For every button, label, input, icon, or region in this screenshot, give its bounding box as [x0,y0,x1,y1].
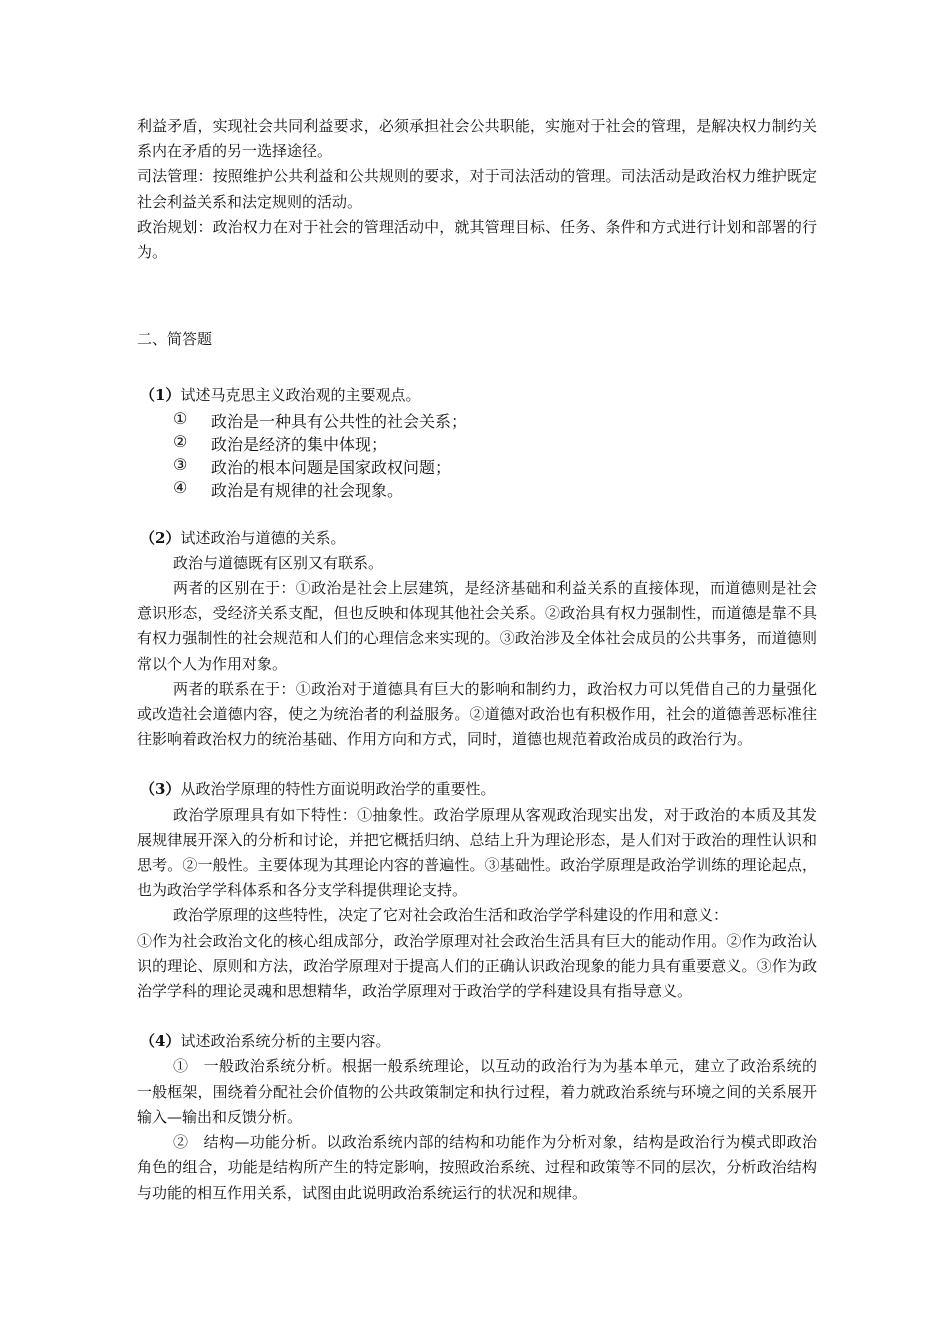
list-item-number: ① [173,408,188,428]
definition-political-planning: 政治规划：政治权力在对于社会的管理活动中，就其管理目标、任务、条件和方式进行计划和部署的行为。 [137,217,817,262]
answer-paragraph: ① 一般政治系统分析。根据一般系统理论，以互动的政治行为为基本单元，建立了政治系统的一般框架，围绕着分配社会价值物的公共政策制定和执行过程，着力就政治系统与环境之间的关系展开输入—输出和反馈分析。 [137,1057,817,1126]
definition-judicial-management: 司法管理：按照维护公共利益和公共规则的要求，对于司法活动的管理。司法活动是政治权力维护既定社会利益关系和法定规则的活动。 [137,167,817,211]
answer-paragraph: 两者的区别在于：①政治是社会上层建筑，是经济基础和利益关系的直接体现，而道德则是社会意识形态，受经济关系支配，但也反映和体现其他社会关系。②政治具有权力强制性，而道德是靠不具有权力强制性的社会规范和人们的心理信念来实现的。③政治涉及全体社会成员的公共事务，而道德则常以个人为作用对象。 [137,579,817,673]
answer-paragraph: ①作为社会政治文化的核心组成部分，政治学原理对社会政治生活具有巨大的能动作用。②作为政治认识的理论、原则和方法，政治学原理对于提高人们的正确认识政治现象的能力具有重要意义。③作为政治学学科的理论灵魂和思想精华，政治学原理对于政治学的学科建设具有指导意义。 [137,931,817,1001]
list-item [137,455,817,478]
question-3-title: 从政治学原理的特性方面说明政治学的重要性。 [180,780,496,799]
spacer [137,1004,817,1029]
question-3-heading [140,777,817,802]
question-1-number: （1） [140,386,181,405]
question-4-title: 试述政治系统分析的主要内容。 [180,1032,391,1051]
document-body [137,114,817,1206]
list-item-text: 政治是经济的集中体现； [211,434,388,454]
question-2-heading [140,526,817,551]
answer-paragraph: 政治与道德既有区别又有联系。 [173,553,384,572]
question-3-number: （3） [140,780,181,799]
spacer [137,265,817,315]
list-item-number: ④ [173,477,188,497]
list-item-number: ③ [173,454,188,474]
list-item [137,409,817,432]
answer-paragraph: 政治学原理具有如下特性：①抽象性。政治学原理从客观政治现实出发，对于政治的本质及其发展规律展开深入的分析和讨论，并把它概括归纳、总结上升为理论形态，是人们对于政治的理性认识和思考。②一般性。主要体现为其理论内容的普遍性。③基础性。政治学原理是政治学训练的理论起点，也为政治学学科体系和各分支学科提供理论支持。 [137,805,817,900]
section-title: 二、简答题 [137,330,213,349]
list-item [137,478,817,501]
question-4-heading [140,1029,817,1054]
answer-paragraph: ② 结构—功能分析。以政治系统内部的结构和功能作为分析对象，结构是政治行为模式即政治角色的组合，功能是结构所产生的特定影响，按照政治系统、过程和政策等不同的层次，分析政治结构与功能的相互作用关系，试图由此说明政治系统运行的状况和规律。 [137,1133,817,1202]
spacer [137,352,817,377]
intro-paragraph: 利益矛盾，实现社会共同利益要求，必须承担社会公共职能，实施对于社会的管理，是解决权力制约关系内在矛盾的另一选择途径。 [137,117,817,161]
question-2-number: （2） [140,528,181,547]
question-2-title: 试述政治与道德的关系。 [180,528,346,547]
answer-paragraph: 两者的联系在于：①政治对于道德具有巨大的影响和制约力，政治权力可以凭借自己的力量强化或改造社会道德内容，使之为统治者的利益服务。②道德对政治也有积极作用，社会的道德善恶标准往往影响着政治权力的统治基础、作用方向和方式，同时，道德也规范着政治成员的政治行为。 [137,679,817,749]
spacer [137,752,817,777]
list-item-number: ② [173,431,188,451]
list-item-text: 政治是有规律的社会现象。 [211,480,404,500]
question-1-heading [140,383,817,408]
answer-paragraph: 政治学原理的这些特性，决定了它对社会政治生活和政治学学科建设的作用和意义： [173,906,729,925]
list-item-text: 政治的根本问题是国家政权问题； [211,457,452,477]
list-item [137,432,817,455]
question-1-title: 试述马克思主义政治观的主要观点。 [180,386,421,405]
question-4-number: （4） [140,1032,181,1051]
spacer [137,501,817,526]
list-item-text: 政治是一种具有公共性的社会关系； [211,411,468,431]
